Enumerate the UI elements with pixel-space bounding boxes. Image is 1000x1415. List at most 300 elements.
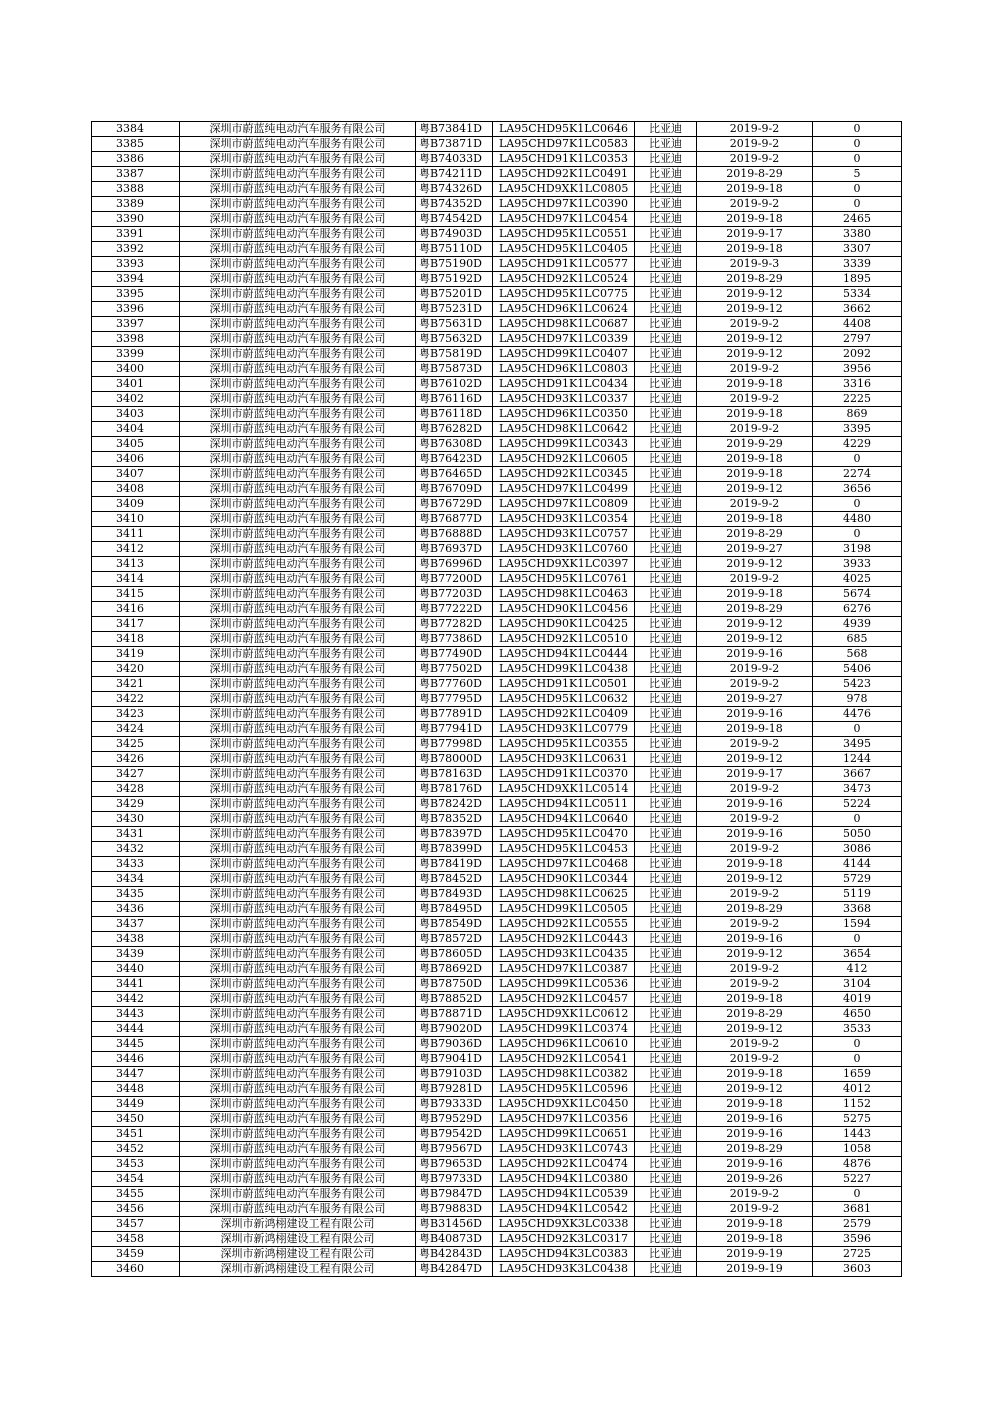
brand-cell: 比亚迪 xyxy=(635,197,697,212)
plate-number-cell: 粤B79567D xyxy=(416,1142,493,1157)
company-name-cell: 深圳市蔚蓝纯电动汽车服务有限公司 xyxy=(180,422,416,437)
plate-number-cell: 粤B76996D xyxy=(416,557,493,572)
table-row xyxy=(92,1007,902,1022)
vin-cell: LA95CHD92K1LC0443 xyxy=(493,932,635,947)
row-number-cell: 3448 xyxy=(92,1082,180,1097)
brand-cell: 比亚迪 xyxy=(635,917,697,932)
plate-number-cell: 粤B79281D xyxy=(416,1082,493,1097)
company-name-cell: 深圳市蔚蓝纯电动汽车服务有限公司 xyxy=(180,812,416,827)
date-cell: 2019-9-2 xyxy=(697,737,813,752)
date-cell: 2019-9-3 xyxy=(697,257,813,272)
date-cell: 2019-9-18 xyxy=(697,1067,813,1082)
company-name-cell: 深圳市蔚蓝纯电动汽车服务有限公司 xyxy=(180,137,416,152)
vin-cell: LA95CHD96K1LC0803 xyxy=(493,362,635,377)
company-name-cell: 深圳市蔚蓝纯电动汽车服务有限公司 xyxy=(180,572,416,587)
company-name-cell: 深圳市蔚蓝纯电动汽车服务有限公司 xyxy=(180,437,416,452)
company-name-cell: 深圳市蔚蓝纯电动汽车服务有限公司 xyxy=(180,842,416,857)
row-number-cell: 3411 xyxy=(92,527,180,542)
mileage-cell: 0 xyxy=(813,197,902,212)
date-cell: 2019-8-29 xyxy=(697,272,813,287)
date-cell: 2019-8-29 xyxy=(697,902,813,917)
mileage-cell: 1152 xyxy=(813,1097,902,1112)
brand-cell: 比亚迪 xyxy=(635,812,697,827)
table-row xyxy=(92,662,902,677)
table-row xyxy=(92,437,902,452)
mileage-cell: 4012 xyxy=(813,1082,902,1097)
vin-cell: LA95CHD98K1LC0463 xyxy=(493,587,635,602)
date-cell: 2019-9-16 xyxy=(697,797,813,812)
row-number-cell: 3451 xyxy=(92,1127,180,1142)
plate-number-cell: 粤B42847D xyxy=(416,1262,493,1277)
mileage-cell: 0 xyxy=(813,452,902,467)
vin-cell: LA95CHD90K1LC0425 xyxy=(493,617,635,632)
date-cell: 2019-9-2 xyxy=(697,137,813,152)
plate-number-cell: 粤B75819D xyxy=(416,347,493,362)
plate-number-cell: 粤B40873D xyxy=(416,1232,493,1247)
plate-number-cell: 粤B77998D xyxy=(416,737,493,752)
vin-cell: LA95CHD97K1LC0809 xyxy=(493,497,635,512)
table-row xyxy=(92,707,902,722)
mileage-cell: 4408 xyxy=(813,317,902,332)
date-cell: 2019-9-2 xyxy=(697,977,813,992)
row-number-cell: 3452 xyxy=(92,1142,180,1157)
date-cell: 2019-9-12 xyxy=(697,872,813,887)
brand-cell: 比亚迪 xyxy=(635,782,697,797)
date-cell: 2019-9-16 xyxy=(697,647,813,662)
mileage-cell: 4480 xyxy=(813,512,902,527)
row-number-cell: 3404 xyxy=(92,422,180,437)
table-body xyxy=(92,122,902,1277)
brand-cell: 比亚迪 xyxy=(635,152,697,167)
company-name-cell: 深圳市新鸿栩建设工程有限公司 xyxy=(180,1232,416,1247)
table-row xyxy=(92,572,902,587)
company-name-cell: 深圳市蔚蓝纯电动汽车服务有限公司 xyxy=(180,347,416,362)
company-name-cell: 深圳市蔚蓝纯电动汽车服务有限公司 xyxy=(180,1172,416,1187)
row-number-cell: 3455 xyxy=(92,1187,180,1202)
company-name-cell: 深圳市蔚蓝纯电动汽车服务有限公司 xyxy=(180,887,416,902)
company-name-cell: 深圳市蔚蓝纯电动汽车服务有限公司 xyxy=(180,737,416,752)
mileage-cell: 1443 xyxy=(813,1127,902,1142)
table-row xyxy=(92,767,902,782)
table-row xyxy=(92,287,902,302)
mileage-cell: 5224 xyxy=(813,797,902,812)
date-cell: 2019-9-16 xyxy=(697,1157,813,1172)
date-cell: 2019-9-19 xyxy=(697,1247,813,1262)
plate-number-cell: 粤B77795D xyxy=(416,692,493,707)
vin-cell: LA95CHD95K1LC0775 xyxy=(493,287,635,302)
plate-number-cell: 粤B78399D xyxy=(416,842,493,857)
row-number-cell: 3386 xyxy=(92,152,180,167)
plate-number-cell: 粤B79103D xyxy=(416,1067,493,1082)
vin-cell: LA95CHD94K1LC0640 xyxy=(493,812,635,827)
date-cell: 2019-9-17 xyxy=(697,767,813,782)
brand-cell: 比亚迪 xyxy=(635,467,697,482)
row-number-cell: 3409 xyxy=(92,497,180,512)
vin-cell: LA95CHD95K1LC0453 xyxy=(493,842,635,857)
mileage-cell: 5406 xyxy=(813,662,902,677)
date-cell: 2019-9-2 xyxy=(697,122,813,137)
vin-cell: LA95CHD94K3LC0383 xyxy=(493,1247,635,1262)
brand-cell: 比亚迪 xyxy=(635,962,697,977)
mileage-cell: 3681 xyxy=(813,1202,902,1217)
table-row xyxy=(92,1112,902,1127)
company-name-cell: 深圳市蔚蓝纯电动汽车服务有限公司 xyxy=(180,1142,416,1157)
mileage-cell: 4019 xyxy=(813,992,902,1007)
plate-number-cell: 粤B78242D xyxy=(416,797,493,812)
table-row xyxy=(92,917,902,932)
plate-number-cell: 粤B76877D xyxy=(416,512,493,527)
vin-cell: LA95CHD9XK1LC0805 xyxy=(493,182,635,197)
vin-cell: LA95CHD9XK1LC0612 xyxy=(493,1007,635,1022)
date-cell: 2019-9-12 xyxy=(697,287,813,302)
table-row xyxy=(92,152,902,167)
vin-cell: LA95CHD93K1LC0435 xyxy=(493,947,635,962)
plate-number-cell: 粤B76729D xyxy=(416,497,493,512)
date-cell: 2019-9-2 xyxy=(697,842,813,857)
mileage-cell: 1058 xyxy=(813,1142,902,1157)
plate-number-cell: 粤B78549D xyxy=(416,917,493,932)
brand-cell: 比亚迪 xyxy=(635,587,697,602)
plate-number-cell: 粤B75110D xyxy=(416,242,493,257)
table-row xyxy=(92,1082,902,1097)
vin-cell: LA95CHD92K1LC0510 xyxy=(493,632,635,647)
company-name-cell: 深圳市蔚蓝纯电动汽车服务有限公司 xyxy=(180,752,416,767)
row-number-cell: 3458 xyxy=(92,1232,180,1247)
date-cell: 2019-9-16 xyxy=(697,827,813,842)
plate-number-cell: 粤B75190D xyxy=(416,257,493,272)
plate-number-cell: 粤B79883D xyxy=(416,1202,493,1217)
row-number-cell: 3413 xyxy=(92,557,180,572)
row-number-cell: 3415 xyxy=(92,587,180,602)
date-cell: 2019-9-2 xyxy=(697,362,813,377)
table-row xyxy=(92,332,902,347)
company-name-cell: 深圳市蔚蓝纯电动汽车服务有限公司 xyxy=(180,467,416,482)
row-number-cell: 3453 xyxy=(92,1157,180,1172)
table-row xyxy=(92,647,902,662)
vin-cell: LA95CHD92K1LC0491 xyxy=(493,167,635,182)
plate-number-cell: 粤B79733D xyxy=(416,1172,493,1187)
brand-cell: 比亚迪 xyxy=(635,512,697,527)
table-row xyxy=(92,782,902,797)
brand-cell: 比亚迪 xyxy=(635,1217,697,1232)
table-row xyxy=(92,407,902,422)
table-row xyxy=(92,1037,902,1052)
row-number-cell: 3421 xyxy=(92,677,180,692)
mileage-cell: 3339 xyxy=(813,257,902,272)
plate-number-cell: 粤B42843D xyxy=(416,1247,493,1262)
table-row xyxy=(92,1067,902,1082)
company-name-cell: 深圳市蔚蓝纯电动汽车服务有限公司 xyxy=(180,797,416,812)
mileage-cell: 1895 xyxy=(813,272,902,287)
brand-cell: 比亚迪 xyxy=(635,1232,697,1247)
date-cell: 2019-9-18 xyxy=(697,182,813,197)
row-number-cell: 3435 xyxy=(92,887,180,902)
table-row xyxy=(92,347,902,362)
date-cell: 2019-9-18 xyxy=(697,1097,813,1112)
row-number-cell: 3425 xyxy=(92,737,180,752)
company-name-cell: 深圳市蔚蓝纯电动汽车服务有限公司 xyxy=(180,827,416,842)
plate-number-cell: 粤B76937D xyxy=(416,542,493,557)
table-row xyxy=(92,812,902,827)
vin-cell: LA95CHD94K1LC0511 xyxy=(493,797,635,812)
row-number-cell: 3399 xyxy=(92,347,180,362)
date-cell: 2019-9-12 xyxy=(697,557,813,572)
date-cell: 2019-9-18 xyxy=(697,857,813,872)
company-name-cell: 深圳市新鸿栩建设工程有限公司 xyxy=(180,1247,416,1262)
vin-cell: LA95CHD94K1LC0444 xyxy=(493,647,635,662)
mileage-cell: 0 xyxy=(813,122,902,137)
mileage-cell: 0 xyxy=(813,932,902,947)
plate-number-cell: 粤B77386D xyxy=(416,632,493,647)
plate-number-cell: 粤B76888D xyxy=(416,527,493,542)
table-row xyxy=(92,932,902,947)
date-cell: 2019-9-12 xyxy=(697,632,813,647)
vin-cell: LA95CHD98K1LC0625 xyxy=(493,887,635,902)
row-number-cell: 3449 xyxy=(92,1097,180,1112)
brand-cell: 比亚迪 xyxy=(635,707,697,722)
plate-number-cell: 粤B74033D xyxy=(416,152,493,167)
vin-cell: LA95CHD95K1LC0405 xyxy=(493,242,635,257)
date-cell: 2019-9-2 xyxy=(697,422,813,437)
table-row xyxy=(92,632,902,647)
company-name-cell: 深圳市蔚蓝纯电动汽车服务有限公司 xyxy=(180,317,416,332)
plate-number-cell: 粤B77200D xyxy=(416,572,493,587)
row-number-cell: 3406 xyxy=(92,452,180,467)
row-number-cell: 3428 xyxy=(92,782,180,797)
mileage-cell: 3654 xyxy=(813,947,902,962)
table-row xyxy=(92,212,902,227)
brand-cell: 比亚迪 xyxy=(635,182,697,197)
company-name-cell: 深圳市蔚蓝纯电动汽车服务有限公司 xyxy=(180,857,416,872)
row-number-cell: 3385 xyxy=(92,137,180,152)
mileage-cell: 568 xyxy=(813,647,902,662)
date-cell: 2019-9-2 xyxy=(697,782,813,797)
mileage-cell: 3667 xyxy=(813,767,902,782)
mileage-cell: 3956 xyxy=(813,362,902,377)
brand-cell: 比亚迪 xyxy=(635,122,697,137)
brand-cell: 比亚迪 xyxy=(635,692,697,707)
date-cell: 2019-9-16 xyxy=(697,707,813,722)
row-number-cell: 3407 xyxy=(92,467,180,482)
brand-cell: 比亚迪 xyxy=(635,167,697,182)
date-cell: 2019-9-2 xyxy=(697,1037,813,1052)
plate-number-cell: 粤B77490D xyxy=(416,647,493,662)
date-cell: 2019-9-2 xyxy=(697,662,813,677)
date-cell: 2019-9-2 xyxy=(697,1202,813,1217)
company-name-cell: 深圳市蔚蓝纯电动汽车服务有限公司 xyxy=(180,452,416,467)
plate-number-cell: 粤B73871D xyxy=(416,137,493,152)
brand-cell: 比亚迪 xyxy=(635,287,697,302)
mileage-cell: 1659 xyxy=(813,1067,902,1082)
plate-number-cell: 粤B78493D xyxy=(416,887,493,902)
row-number-cell: 3420 xyxy=(92,662,180,677)
vin-cell: LA95CHD94K1LC0380 xyxy=(493,1172,635,1187)
row-number-cell: 3419 xyxy=(92,647,180,662)
row-number-cell: 3398 xyxy=(92,332,180,347)
table-row xyxy=(92,752,902,767)
plate-number-cell: 粤B78352D xyxy=(416,812,493,827)
brand-cell: 比亚迪 xyxy=(635,257,697,272)
row-number-cell: 3424 xyxy=(92,722,180,737)
vin-cell: LA95CHD9XK1LC0397 xyxy=(493,557,635,572)
plate-number-cell: 粤B77760D xyxy=(416,677,493,692)
brand-cell: 比亚迪 xyxy=(635,1202,697,1217)
company-name-cell: 深圳市蔚蓝纯电动汽车服务有限公司 xyxy=(180,917,416,932)
date-cell: 2019-9-18 xyxy=(697,242,813,257)
plate-number-cell: 粤B77282D xyxy=(416,617,493,632)
table-row xyxy=(92,1142,902,1157)
vin-cell: LA95CHD90K1LC0456 xyxy=(493,602,635,617)
table-row xyxy=(92,242,902,257)
vin-cell: LA95CHD97K1LC0583 xyxy=(493,137,635,152)
company-name-cell: 深圳市蔚蓝纯电动汽车服务有限公司 xyxy=(180,662,416,677)
row-number-cell: 3430 xyxy=(92,812,180,827)
date-cell: 2019-9-12 xyxy=(697,302,813,317)
row-number-cell: 3414 xyxy=(92,572,180,587)
date-cell: 2019-9-18 xyxy=(697,587,813,602)
date-cell: 2019-9-2 xyxy=(697,152,813,167)
table-row xyxy=(92,1187,902,1202)
plate-number-cell: 粤B78572D xyxy=(416,932,493,947)
vin-cell: LA95CHD98K1LC0382 xyxy=(493,1067,635,1082)
vin-cell: LA95CHD99K1LC0374 xyxy=(493,1022,635,1037)
mileage-cell: 3662 xyxy=(813,302,902,317)
vin-cell: LA95CHD98K1LC0687 xyxy=(493,317,635,332)
table-row xyxy=(92,977,902,992)
table-row xyxy=(92,497,902,512)
company-name-cell: 深圳市蔚蓝纯电动汽车服务有限公司 xyxy=(180,212,416,227)
brand-cell: 比亚迪 xyxy=(635,392,697,407)
plate-number-cell: 粤B74903D xyxy=(416,227,493,242)
company-name-cell: 深圳市蔚蓝纯电动汽车服务有限公司 xyxy=(180,1187,416,1202)
row-number-cell: 3427 xyxy=(92,767,180,782)
vin-cell: LA95CHD9XK1LC0450 xyxy=(493,1097,635,1112)
table-row xyxy=(92,482,902,497)
brand-cell: 比亚迪 xyxy=(635,992,697,1007)
vin-cell: LA95CHD92K3LC0317 xyxy=(493,1232,635,1247)
brand-cell: 比亚迪 xyxy=(635,872,697,887)
mileage-cell: 4939 xyxy=(813,617,902,632)
vin-cell: LA95CHD91K1LC0501 xyxy=(493,677,635,692)
table-row xyxy=(92,362,902,377)
company-name-cell: 深圳市蔚蓝纯电动汽车服务有限公司 xyxy=(180,947,416,962)
mileage-cell: 5334 xyxy=(813,287,902,302)
vin-cell: LA95CHD97K1LC0387 xyxy=(493,962,635,977)
mileage-cell: 0 xyxy=(813,1187,902,1202)
company-name-cell: 深圳市蔚蓝纯电动汽车服务有限公司 xyxy=(180,377,416,392)
vin-cell: LA95CHD91K1LC0353 xyxy=(493,152,635,167)
company-name-cell: 深圳市蔚蓝纯电动汽车服务有限公司 xyxy=(180,227,416,242)
mileage-cell: 3533 xyxy=(813,1022,902,1037)
company-name-cell: 深圳市蔚蓝纯电动汽车服务有限公司 xyxy=(180,1097,416,1112)
brand-cell: 比亚迪 xyxy=(635,602,697,617)
table-row xyxy=(92,677,902,692)
vin-cell: LA95CHD93K1LC0337 xyxy=(493,392,635,407)
mileage-cell: 0 xyxy=(813,812,902,827)
row-number-cell: 3402 xyxy=(92,392,180,407)
mileage-cell: 4025 xyxy=(813,572,902,587)
plate-number-cell: 粤B79653D xyxy=(416,1157,493,1172)
table-row xyxy=(92,197,902,212)
brand-cell: 比亚迪 xyxy=(635,677,697,692)
mileage-cell: 2797 xyxy=(813,332,902,347)
row-number-cell: 3422 xyxy=(92,692,180,707)
date-cell: 2019-9-18 xyxy=(697,377,813,392)
vin-cell: LA95CHD95K1LC0632 xyxy=(493,692,635,707)
company-name-cell: 深圳市蔚蓝纯电动汽车服务有限公司 xyxy=(180,152,416,167)
row-number-cell: 3450 xyxy=(92,1112,180,1127)
vin-cell: LA95CHD95K1LC0355 xyxy=(493,737,635,752)
plate-number-cell: 粤B77941D xyxy=(416,722,493,737)
brand-cell: 比亚迪 xyxy=(635,1187,697,1202)
plate-number-cell: 粤B76423D xyxy=(416,452,493,467)
plate-number-cell: 粤B79041D xyxy=(416,1052,493,1067)
company-name-cell: 深圳市蔚蓝纯电动汽车服务有限公司 xyxy=(180,557,416,572)
table-row xyxy=(92,992,902,1007)
row-number-cell: 3391 xyxy=(92,227,180,242)
vin-cell: LA95CHD93K1LC0354 xyxy=(493,512,635,527)
company-name-cell: 深圳市蔚蓝纯电动汽车服务有限公司 xyxy=(180,632,416,647)
plate-number-cell: 粤B76282D xyxy=(416,422,493,437)
plate-number-cell: 粤B78852D xyxy=(416,992,493,1007)
row-number-cell: 3390 xyxy=(92,212,180,227)
table-row xyxy=(92,302,902,317)
vin-cell: LA95CHD95K1LC0470 xyxy=(493,827,635,842)
plate-number-cell: 粤B76102D xyxy=(416,377,493,392)
date-cell: 2019-9-2 xyxy=(697,1187,813,1202)
plate-number-cell: 粤B73841D xyxy=(416,122,493,137)
date-cell: 2019-9-12 xyxy=(697,332,813,347)
brand-cell: 比亚迪 xyxy=(635,572,697,587)
table-row xyxy=(92,842,902,857)
company-name-cell: 深圳市蔚蓝纯电动汽车服务有限公司 xyxy=(180,1112,416,1127)
company-name-cell: 深圳市蔚蓝纯电动汽车服务有限公司 xyxy=(180,782,416,797)
company-name-cell: 深圳市蔚蓝纯电动汽车服务有限公司 xyxy=(180,977,416,992)
vin-cell: LA95CHD95K1LC0761 xyxy=(493,572,635,587)
row-number-cell: 3401 xyxy=(92,377,180,392)
brand-cell: 比亚迪 xyxy=(635,362,697,377)
company-name-cell: 深圳市蔚蓝纯电动汽车服务有限公司 xyxy=(180,242,416,257)
table-row xyxy=(92,1097,902,1112)
date-cell: 2019-9-2 xyxy=(697,497,813,512)
mileage-cell: 1594 xyxy=(813,917,902,932)
row-number-cell: 3445 xyxy=(92,1037,180,1052)
row-number-cell: 3389 xyxy=(92,197,180,212)
table-row xyxy=(92,902,902,917)
table-row xyxy=(92,422,902,437)
plate-number-cell: 粤B75231D xyxy=(416,302,493,317)
company-name-cell: 深圳市蔚蓝纯电动汽车服务有限公司 xyxy=(180,587,416,602)
vin-cell: LA95CHD93K3LC0438 xyxy=(493,1262,635,1277)
mileage-cell: 0 xyxy=(813,1037,902,1052)
brand-cell: 比亚迪 xyxy=(635,542,697,557)
brand-cell: 比亚迪 xyxy=(635,1247,697,1262)
brand-cell: 比亚迪 xyxy=(635,932,697,947)
table-row xyxy=(92,857,902,872)
company-name-cell: 深圳市蔚蓝纯电动汽车服务有限公司 xyxy=(180,1202,416,1217)
brand-cell: 比亚迪 xyxy=(635,1082,697,1097)
plate-number-cell: 粤B76465D xyxy=(416,467,493,482)
mileage-cell: 3656 xyxy=(813,482,902,497)
table-row xyxy=(92,122,902,137)
company-name-cell: 深圳市蔚蓝纯电动汽车服务有限公司 xyxy=(180,257,416,272)
table-row xyxy=(92,737,902,752)
vin-cell: LA95CHD99K1LC0536 xyxy=(493,977,635,992)
brand-cell: 比亚迪 xyxy=(635,1127,697,1142)
row-number-cell: 3393 xyxy=(92,257,180,272)
row-number-cell: 3392 xyxy=(92,242,180,257)
vin-cell: LA95CHD98K1LC0642 xyxy=(493,422,635,437)
